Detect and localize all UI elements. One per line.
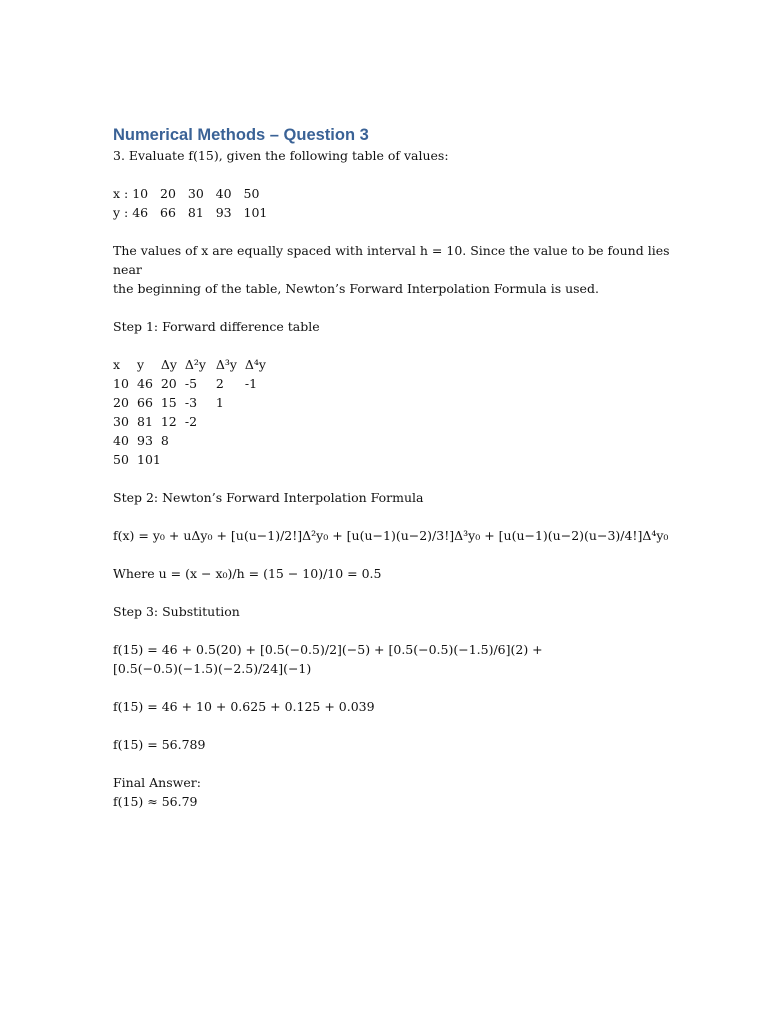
spacer [113,621,673,640]
document-page [113,124,673,811]
final-answer-value: f(15) ≈ 56.79 [113,794,198,809]
table-cell: 66 [137,395,153,410]
table-cell: 30 [113,414,129,429]
table-cell: 20 [160,376,177,391]
question-text: 3. Evaluate f(15), given the following table of values: [113,148,449,163]
table-cell [216,450,245,469]
interpolation-formula: f(x) = y₀ + uΔy₀ + [u(u−1)/2!]Δ²y₀ + [u(u−1)(u−2)/3!]Δ³y₀ + [u(u−1)(u−2)(u−3)/4!]Δ⁴y₀ [113,528,669,543]
table-header-cell: Δ⁴y [244,357,266,372]
spacer [113,583,673,602]
table-cell [245,412,275,431]
table-cell [216,412,245,431]
table-header-cell: Δ³y [215,357,237,372]
spacer [113,165,673,184]
where-line: Where u = (x − x₀)/h = (15 − 10)/10 = 0.5 [113,566,382,581]
table-cell [245,393,275,412]
table-cell: 1 [215,395,224,410]
table-header-cell: Δy [160,357,177,372]
substitution-line-1: f(15) = 46 + 0.5(20) + [0.5(−0.5)/2](−5) + [0.5(−0.5)(−1.5)/6](2) + [113,642,543,657]
table-header-cell: y [137,357,145,372]
final-answer-label: Final Answer: [113,775,201,790]
table-cell: -1 [244,376,258,391]
spacer [113,222,673,241]
table-cell: -3 [184,395,198,410]
table-row [113,374,275,393]
table-cell: 40 [113,433,129,448]
spacer [113,716,673,735]
spacer [113,507,673,526]
table-cell: 93 [137,433,153,448]
table-cell: 10 [113,376,129,391]
table-cell: 8 [160,433,169,448]
table-cell [245,450,275,469]
substitution-line-2: [0.5(−0.5)(−1.5)(−2.5)/24](−1) [113,661,312,676]
table-cell: 12 [160,414,177,429]
step3-heading: Step 3: Substitution [113,604,240,619]
table-cell: 81 [137,414,153,429]
table-cell [185,431,216,450]
table-header-cell: x [113,357,121,372]
table-cell [245,431,275,450]
forward-difference-table [113,355,275,469]
x-values-line: x : 10 20 30 40 50 [113,186,260,201]
spacer [113,298,673,317]
document-title: Numerical Methods – Question 3 [113,126,369,144]
table-cell: 2 [215,376,224,391]
table-cell: 50 [113,452,129,467]
spacer [113,678,673,697]
spacer [113,469,673,488]
step2-heading: Step 2: Newton’s Forward Interpolation Formula [113,490,424,505]
result-line: f(15) = 56.789 [113,737,206,752]
table-cell [216,431,245,450]
sum-line: f(15) = 46 + 10 + 0.625 + 0.125 + 0.039 [113,699,375,714]
table-cell: -2 [184,414,198,429]
table-cell: -5 [184,376,198,391]
y-values-line: y : 46 66 81 93 101 [113,205,268,220]
table-row [113,450,275,469]
explanation-line-2: the beginning of the table, Newton’s Forward Interpolation Formula is used. [113,281,599,296]
table-cell: 20 [113,395,129,410]
step1-heading: Step 1: Forward difference table [113,319,320,334]
table-row [113,393,275,412]
table-cell: 101 [137,452,161,467]
spacer [113,545,673,564]
table-cell: 15 [160,395,177,410]
spacer [113,754,673,773]
table-header-row [113,355,275,374]
table-row [113,412,275,431]
table-cell [185,450,216,469]
table-cell: 46 [137,376,153,391]
table-row [113,431,275,450]
explanation-line-1: The values of x are equally spaced with interval h = 10. Since the value to be found lies near [113,243,674,277]
table-header-cell: Δ²y [184,357,206,372]
spacer [113,336,673,355]
table-cell [161,450,185,469]
